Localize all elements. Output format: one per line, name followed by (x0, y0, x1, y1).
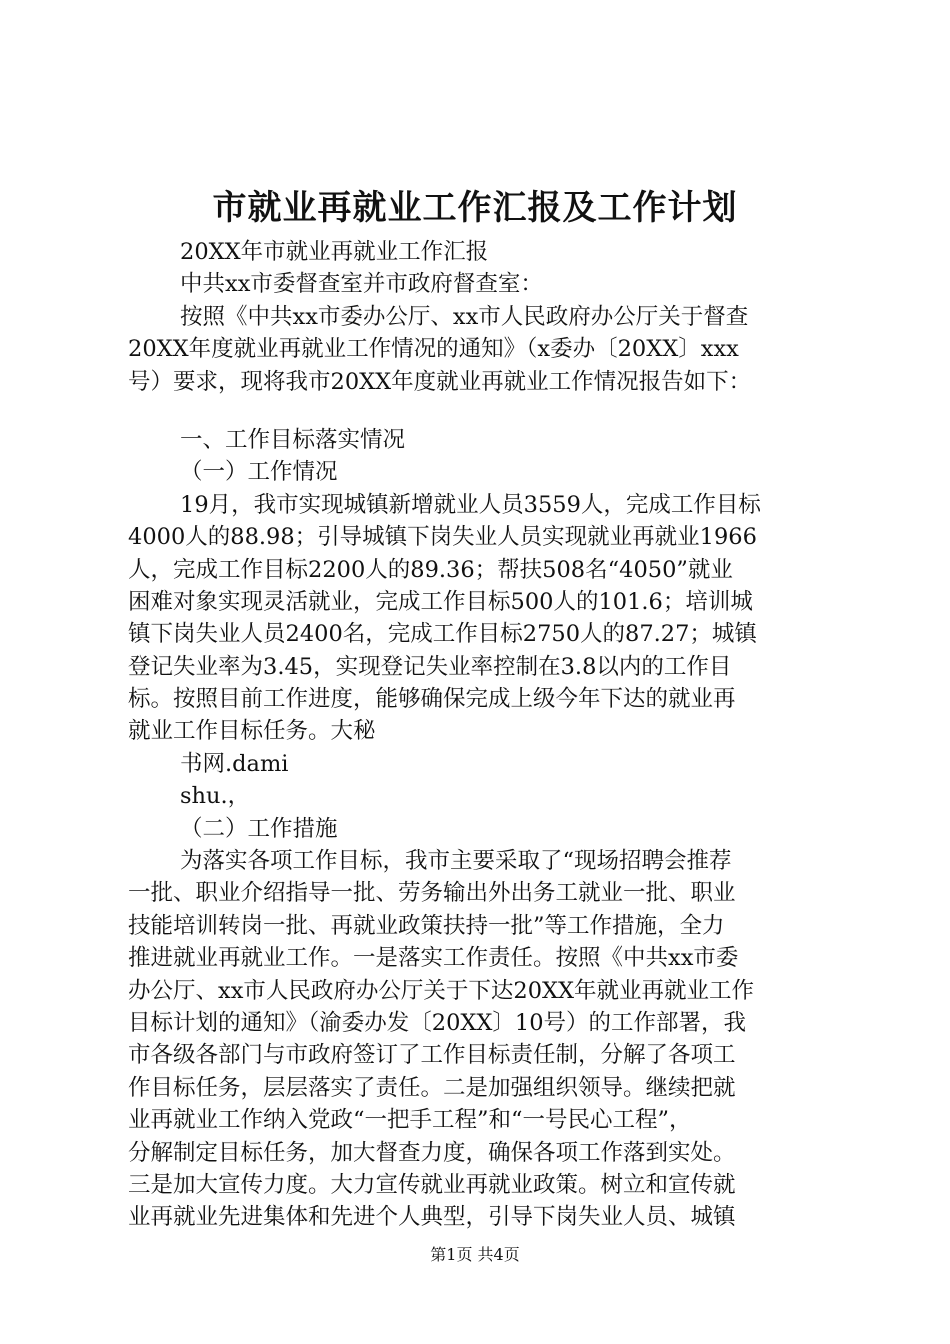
paragraph-line: 办公厅、xx市人民政府办公厅关于下达20XX年就业再就业工作 (128, 977, 755, 1004)
paragraph-line: 技能培训转岗一批、再就业政策扶持一批”等工作措施，全力 (128, 912, 725, 939)
paragraph-line: 就业工作目标任务。大秘 (128, 718, 376, 745)
section-heading: 一、工作目标落实情况 (180, 426, 406, 453)
paragraph-line: 4000人的88.98；引导城镇下岗失业人员实现就业再就业1966 (128, 524, 757, 551)
document-title: 市就业再就业工作汇报及工作计划 (212, 188, 738, 228)
paragraph-line: 号）要求，现将我市20XX年度就业再就业工作情况报告如下： (128, 368, 752, 395)
paragraph-line: 业再就业先进集体和先进个人典型，引导下岗失业人员、城镇 (128, 1204, 736, 1231)
paragraph-line: 19月，我市实现城镇新增就业人员3559人，完成工作目标 (180, 491, 761, 518)
paragraph-line: 推进就业再就业工作。一是落实工作责任。按照《中共xx市委 (128, 945, 739, 972)
paragraph-line: 镇下岗失业人员2400名，完成工作目标2750人的87.27；城镇 (128, 621, 757, 648)
paragraph-line: 作目标任务，层层落实了责任。二是加强组织领导。继续把就 (128, 1074, 736, 1101)
paragraph-line: shu.， (180, 783, 251, 810)
paragraph-line: 三是加大宣传力度。大力宣传就业再就业政策。树立和宣传就 (128, 1171, 736, 1198)
paragraph-line: 市各级各部门与市政府签订了工作目标责任制，分解了各项工 (128, 1042, 736, 1069)
paragraph-line: 一批、职业介绍指导一批、劳务输出外出务工就业一批、职业 (128, 880, 736, 907)
report-heading: 20XX年市就业再就业工作汇报 (180, 239, 489, 265)
addressee-line: 中共xx市委督查室并市政府督查室： (180, 271, 543, 298)
page-footer: 第1页 共4页 (430, 1245, 520, 1264)
document-body (128, 236, 833, 1234)
paragraph-line: 按照《中共xx市委办公厅、xx市人民政府办公厅关于督查 (180, 303, 749, 330)
paragraph-line: 目标计划的通知》（渝委办发〔20XX〕10号）的工作部署，我 (128, 1009, 747, 1036)
paragraph-line: 登记失业率为3.45，实现登记失业率控制在3.8以内的工作目 (128, 653, 732, 680)
paragraph-line: 为落实各项工作目标，我市主要采取了“现场招聘会推荐 (180, 848, 732, 875)
blank-line (128, 398, 833, 424)
subsection-heading: （一）工作情况 (180, 459, 338, 486)
paragraph-line: 人，完成工作目标2200人的89.36；帮扶508名“4050”就业 (128, 556, 733, 583)
paragraph-line: 20XX年度就业再就业工作情况的通知》（x委办〔20XX〕xxx (128, 336, 739, 363)
paragraph-line: 书网.dami (180, 750, 289, 777)
subsection-heading: （二）工作措施 (180, 815, 338, 842)
paragraph-line: 标。按照目前工作进度，能够确保完成上级今年下达的就业再 (128, 686, 736, 713)
paragraph-line: 分解制定目标任务，加大督查力度，确保各项工作落到实处。 (128, 1139, 736, 1166)
paragraph-line: 业再就业工作纳入党政“一把手工程”和“一号民心工程”， (128, 1107, 692, 1134)
paragraph-line: 困难对象实现灵活就业，完成工作目标500人的101.6；培训城 (128, 588, 753, 615)
